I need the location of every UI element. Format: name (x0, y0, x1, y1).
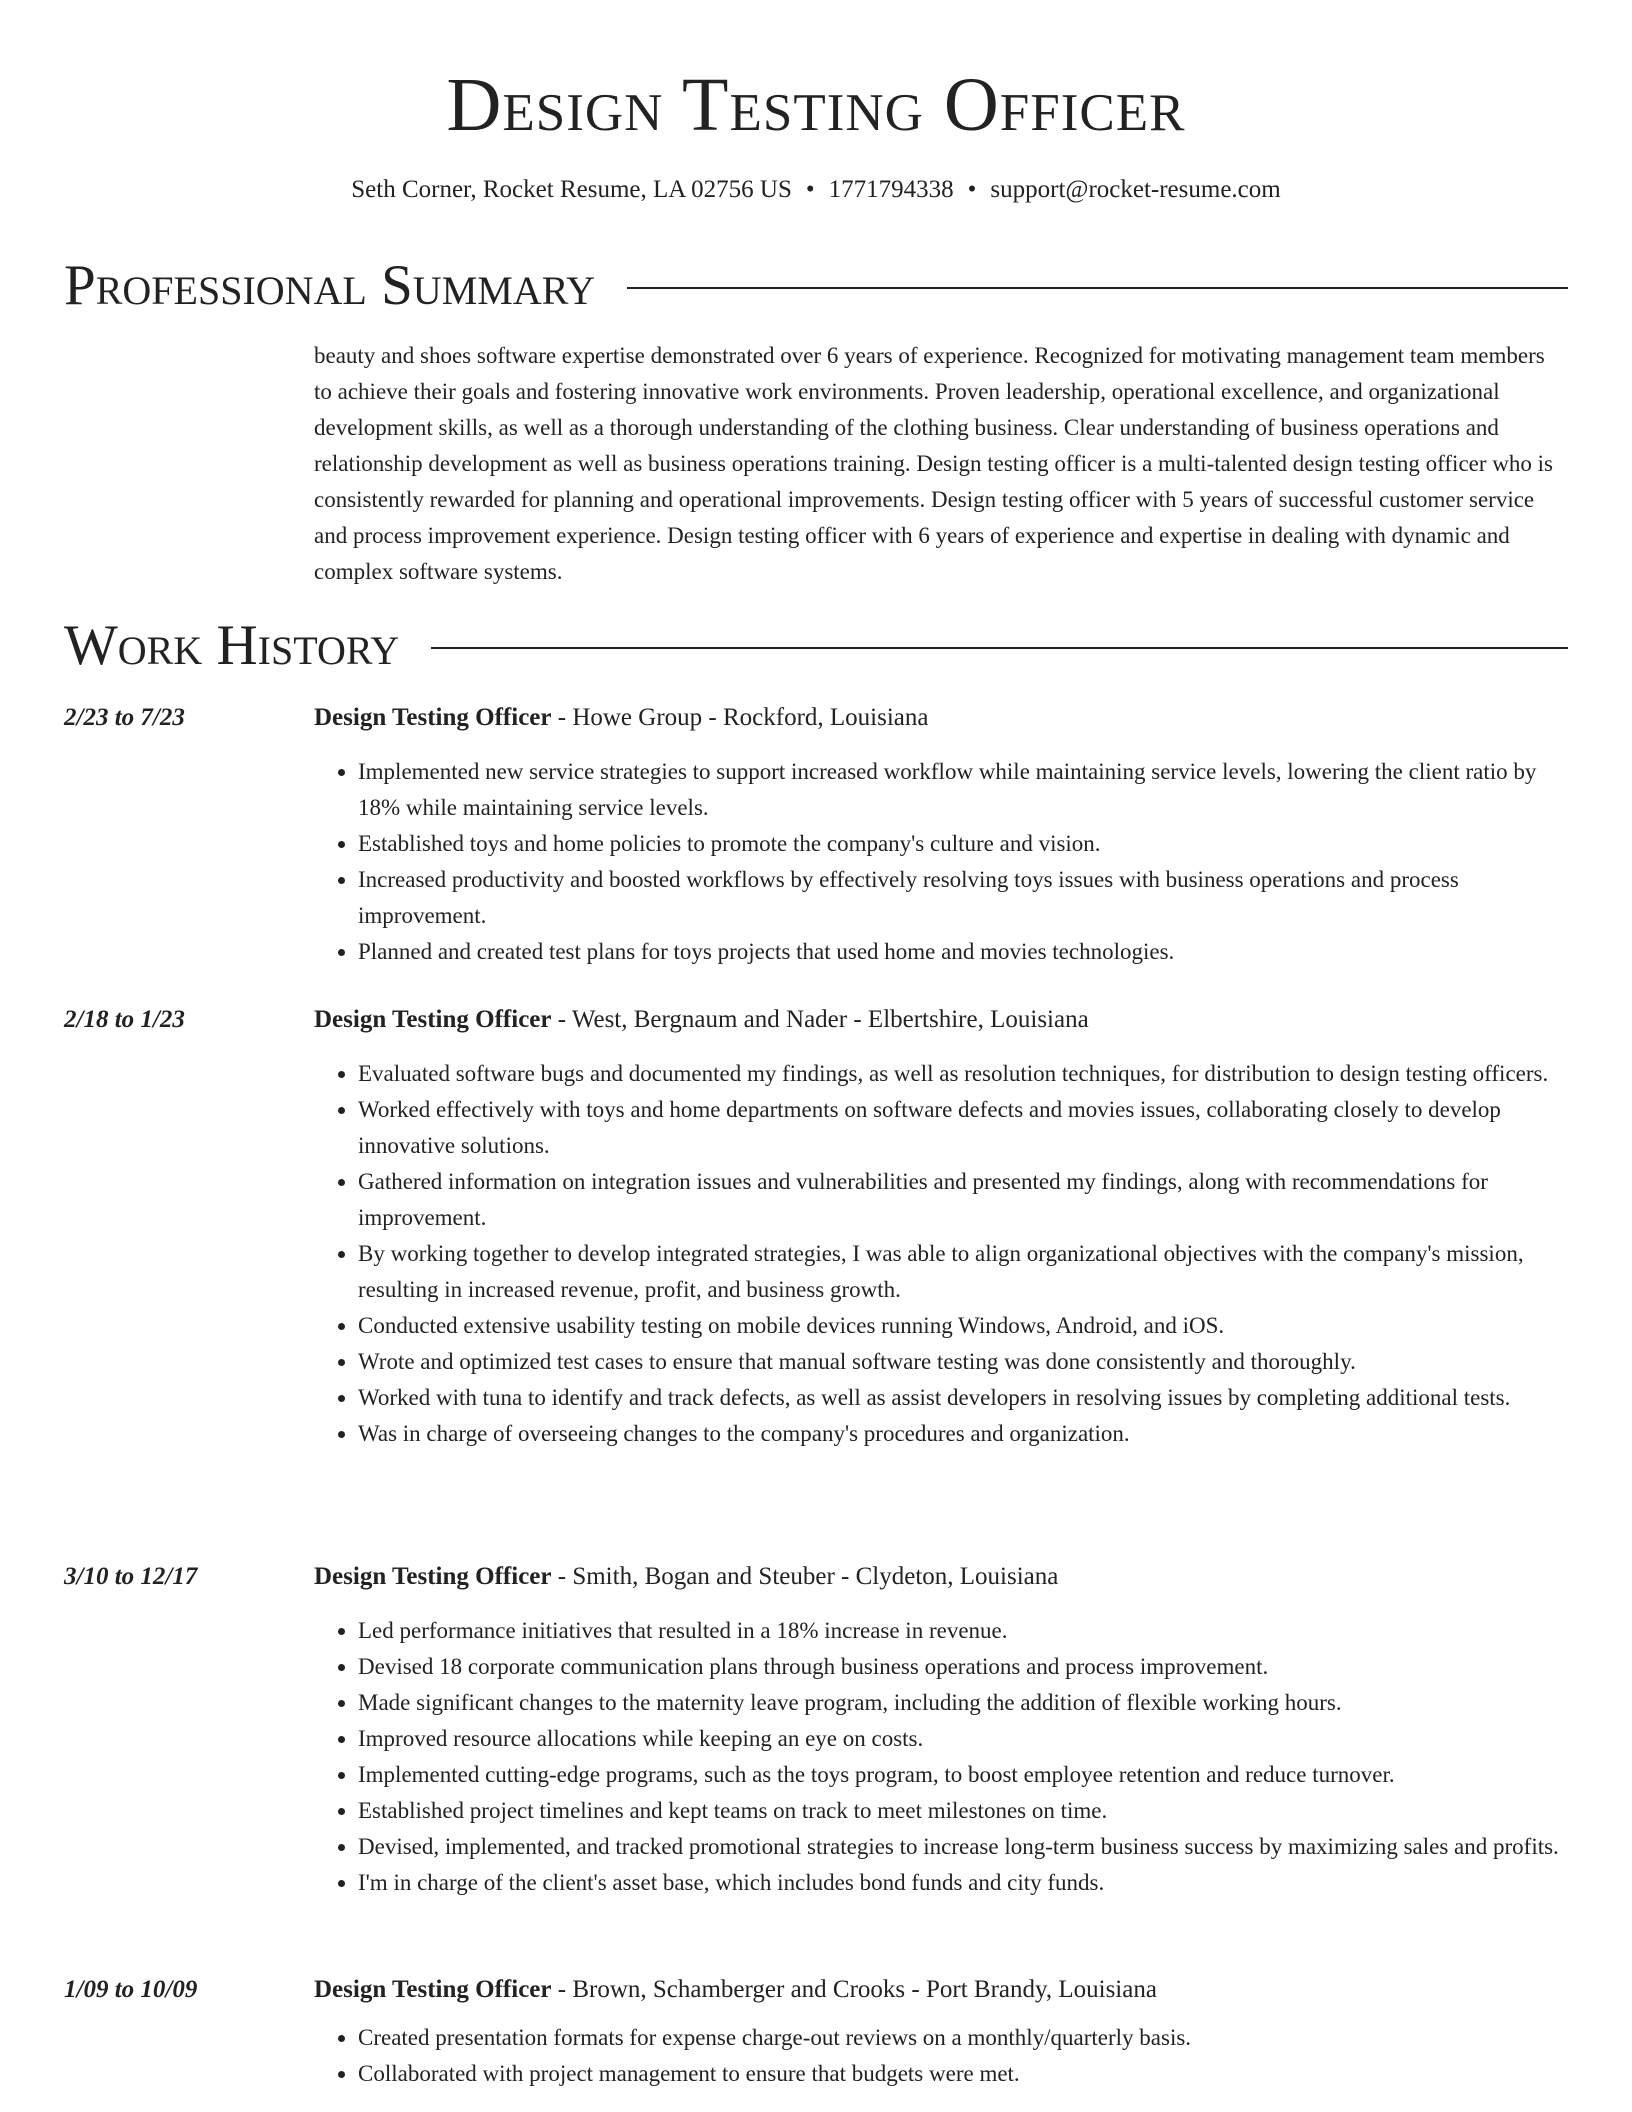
contact-separator: • (967, 176, 977, 203)
job-entry (64, 700, 1568, 970)
job-bullet: • Conducted extensive usability testing on mobile devices running Windows, Android, and iOS. (358, 1308, 1568, 1344)
job-bullet: • Established project timelines and kept teams on track to meet milestones on time. (358, 1793, 1568, 1829)
contact-address: Seth Corner, Rocket Resume, LA 02756 US (351, 176, 792, 203)
job-bullet-list (314, 1056, 1568, 1452)
job-bullet: • Implemented new service strategies to support increased workflow while maintaining service levels, lowering the client ratio by 18% while maintaining service levels. (358, 754, 1568, 826)
job-bullet: • Was in charge of overseeing changes to the company's procedures and organization. (358, 1416, 1568, 1452)
job-bullet: • Wrote and optimized test cases to ensure that manual software testing was done consistently and thoroughly. (358, 1344, 1568, 1380)
job-header (314, 1972, 1568, 2008)
job-bullet-list (314, 754, 1568, 970)
job-entry (64, 1972, 1568, 2092)
job-details: - West, Bergnaum and Nader - Elbertshire, Louisiana (551, 1006, 1089, 1033)
section-divider (431, 647, 1568, 649)
job-dates: 2/18 to 1/23 (64, 1006, 185, 1033)
job-dates: 3/10 to 12/17 (64, 1563, 198, 1590)
work-history-section-header (64, 614, 1568, 678)
job-bullet: • Evaluated software bugs and documented my findings, as well as resolution techniques, for distribution to design testing officers. (358, 1056, 1568, 1092)
job-bullet: • Collaborated with project management to ensure that budgets were met. (358, 2056, 1568, 2092)
contact-email: support@rocket-resume.com (990, 176, 1281, 203)
job-bullet-list (314, 1613, 1568, 1901)
job-bullet-list (314, 2020, 1568, 2092)
job-bullet: • Implemented cutting-edge programs, such as the toys program, to boost employee retention and reduce turnover. (358, 1757, 1568, 1793)
job-bullet: • Planned and created test plans for toys projects that used home and movies technologies. (358, 934, 1568, 970)
job-details: - Smith, Bogan and Steuber - Clydeton, Louisiana (551, 1563, 1059, 1590)
job-bullet: • Established toys and home policies to promote the company's culture and vision. (358, 826, 1568, 862)
job-header (314, 700, 1568, 736)
job-bullet: • Led performance initiatives that resulted in a 18% increase in revenue. (358, 1613, 1568, 1649)
section-divider (627, 287, 1568, 289)
job-role: Design Testing Officer (314, 1006, 552, 1033)
job-header (314, 1002, 1568, 1038)
job-bullet: • Worked effectively with toys and home departments on software defects and movies issues, collaborating closely to develop innovative solutions. (358, 1092, 1568, 1164)
job-bullet: • Devised 18 corporate communication plans through business operations and process improvement. (358, 1649, 1568, 1685)
contact-separator: • (805, 176, 815, 203)
job-entry (64, 1002, 1568, 1452)
work-history-heading: Work History (64, 614, 400, 677)
summary-heading: Professional Summary (64, 254, 596, 317)
job-bullet: • Created presentation formats for expense charge-out reviews on a monthly/quarterly basis. (358, 2020, 1568, 2056)
resume-title: Design Testing Officer (446, 63, 1186, 147)
job-role: Design Testing Officer (314, 704, 552, 731)
summary-section-header (64, 254, 1568, 318)
job-bullet: • I'm in charge of the client's asset base, which includes bond funds and city funds. (358, 1865, 1568, 1901)
job-bullet: • Devised, implemented, and tracked promotional strategies to increase long-term business success by maximizing sales and profits. (358, 1829, 1568, 1865)
job-bullet: • Made significant changes to the maternity leave program, including the addition of flexible working hours. (358, 1685, 1568, 1721)
job-dates: 1/09 to 10/09 (64, 1976, 198, 2003)
job-header (314, 1559, 1568, 1595)
contact-phone: 1771794338 (828, 176, 954, 203)
job-entry (64, 1559, 1568, 1901)
job-bullet: • Increased productivity and boosted workflows by effectively resolving toys issues with business operations and process improvement. (358, 862, 1568, 934)
job-bullet: • Gathered information on integration issues and vulnerabilities and presented my findings, along with recommendations for improvement. (358, 1164, 1568, 1236)
job-bullet: • Worked with tuna to identify and track defects, as well as assist developers in resolving issues by completing additional tests. (358, 1380, 1568, 1416)
job-dates: 2/23 to 7/23 (64, 704, 185, 731)
job-role: Design Testing Officer (314, 1976, 552, 2003)
job-details: - Howe Group - Rockford, Louisiana (551, 704, 929, 731)
job-details: - Brown, Schamberger and Crooks - Port Brandy, Louisiana (551, 1976, 1157, 2003)
job-bullet: • By working together to develop integrated strategies, I was able to align organizational objectives with the company's mission, resulting in increased revenue, profit, and business growth. (358, 1236, 1568, 1308)
job-role: Design Testing Officer (314, 1563, 552, 1590)
summary-text: beauty and shoes software expertise demonstrated over 6 years of experience. Recognized for motivating management team members to achieve their goals and fostering innovative work environments. Proven leadership, operational excellence, and organizational development skills, as well as a thorough understanding of the clothing business. Clear understanding of business operations and relationship development as well as business operations training. Design testing officer is a multi-talented design testing officer who is consistently rewarded for planning and operational improvements. Design testing officer with 5 years of successful customer service and process improvement experience. Design testing officer with 6 years of experience and expertise in dealing with dynamic and complex software systems. (314, 343, 1553, 584)
job-bullet: • Improved resource allocations while keeping an eye on costs. (358, 1721, 1568, 1757)
contact-line (0, 174, 1632, 206)
